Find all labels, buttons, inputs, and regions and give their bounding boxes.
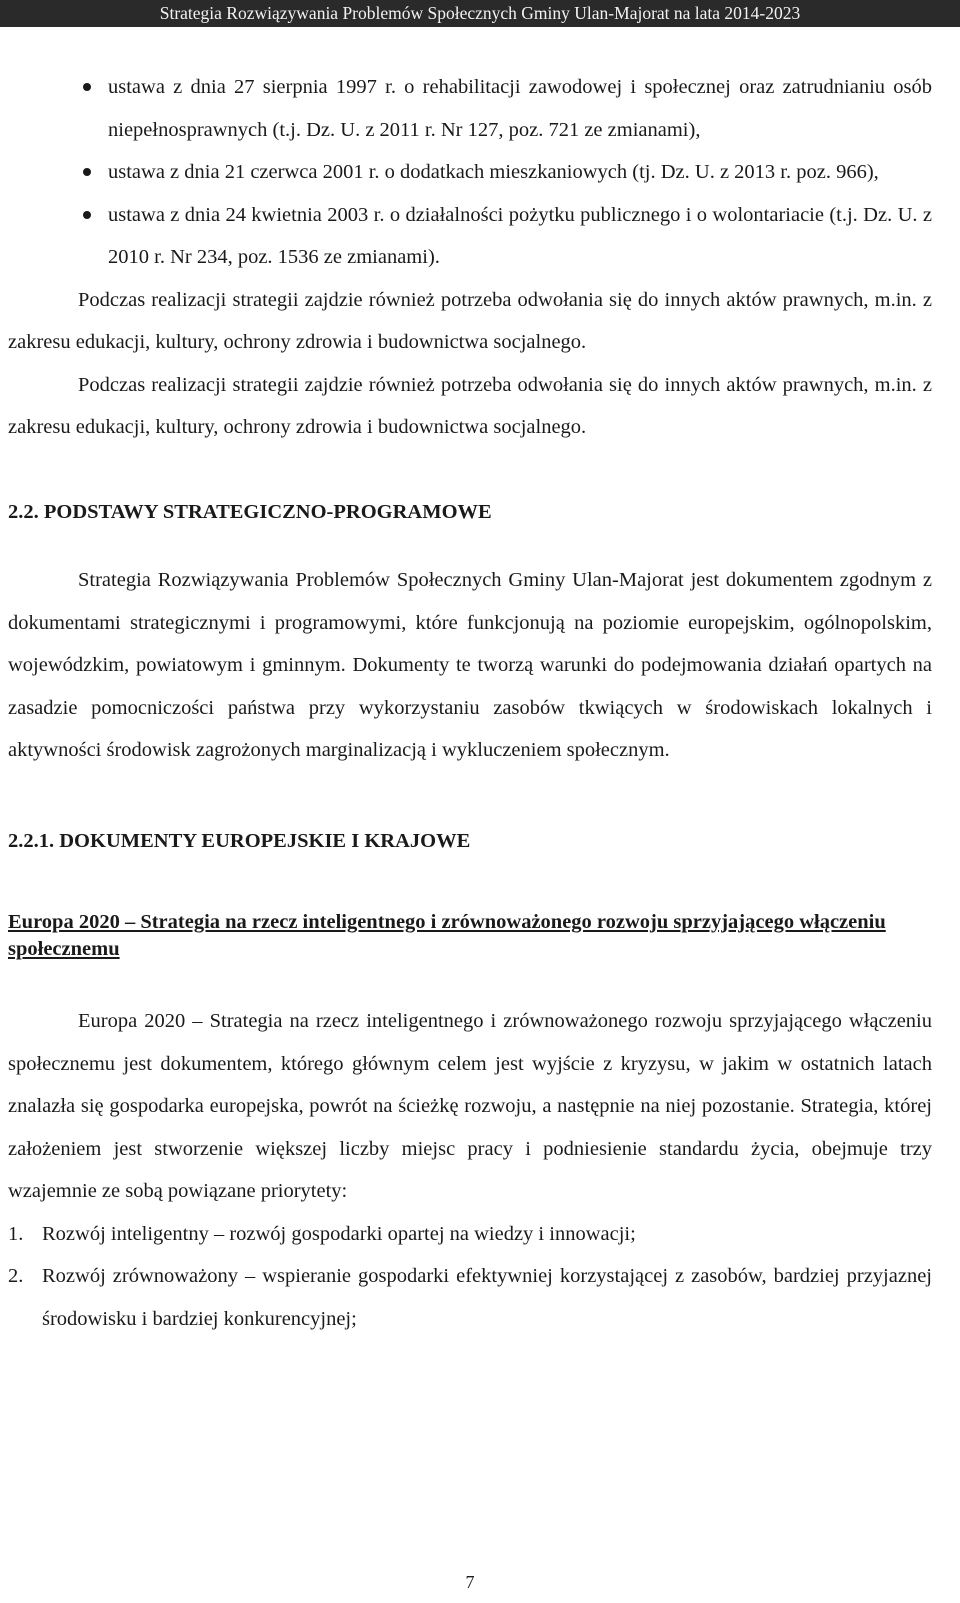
list-item [8, 66, 932, 151]
header-title: Strategia Rozwiązywania Problemów Społecznych Gminy Ulan-Majorat na lata 2014-2023 [159, 3, 801, 23]
page-header [0, 0, 960, 27]
list-item-text: ustawa z dnia 24 kwietnia 2003 r. o działalności pożytku publicznego i o wolontariacie (t.j. Dz. U. z 2010 r. Nr 234, poz. 1536 ze zmianami). [108, 203, 932, 268]
list-item [8, 1213, 932, 1256]
list-item-number: 1. [8, 1222, 24, 1245]
list-item-text: ustawa z dnia 27 sierpnia 1997 r. o rehabilitacji zawodowej i społecznej oraz zatrudnianiu osób niepełnosprawnych (t.j. Dz. U. z 2011 r. Nr 127, poz. 721 ze zmianami), [108, 76, 932, 141]
section-heading: 2.2. PODSTAWY STRATEGICZNO-PROGRAMOWE [8, 500, 492, 523]
paragraph: Podczas realizacji strategii zajdzie również potrzeba odwołania się do innych aktów prawnych, m.in. z zakresu edukacji, kultury, ochrony zdrowia i budownictwa socjalnego. [8, 373, 932, 438]
document-body [8, 66, 932, 1340]
document-title: Europa 2020 – Strategia na rzecz inteligentnego i zrównoważonego rozwoju sprzyjającego włączeniu społecznemu [8, 911, 886, 960]
list-item-text: ustawa z dnia 21 czerwca 2001 r. o dodatkach mieszkaniowych (tj. Dz. U. z 2013 r. poz. 966), [108, 161, 879, 183]
bullet-icon [83, 83, 91, 91]
legal-acts-list [8, 66, 932, 279]
bullet-icon [83, 211, 91, 219]
list-item [8, 151, 932, 194]
bullet-icon [83, 168, 91, 176]
list-item [8, 194, 932, 279]
page-number: 7 [465, 1572, 475, 1592]
paragraph: Podczas realizacji strategii zajdzie również potrzeba odwołania się do innych aktów prawnych, m.in. z zakresu edukacji, kultury, ochrony zdrowia i budownictwa socjalnego. [8, 288, 932, 353]
subsection-heading: 2.2.1. DOKUMENTY EUROPEJSKIE I KRAJOWE [8, 829, 471, 852]
list-item [8, 1255, 932, 1340]
list-item-number: 2. [8, 1265, 24, 1287]
list-item-text: Rozwój zrównoważony – wspieranie gospodarki efektywniej korzystającej z zasobów, bardziej przyjaznej środowisku i bardziej konkurencyjnej; [42, 1265, 932, 1330]
priorities-list [8, 1213, 932, 1341]
list-item-text: Rozwój inteligentny – rozwój gospodarki opartej na wiedzy i innowacji; [42, 1222, 636, 1245]
paragraph: Strategia Rozwiązywania Problemów Społecznych Gminy Ulan-Majorat jest dokumentem zgodnym z dokumentami strategicznymi i programowymi, które funkcjonują na poziomie europejskim, ogólnopolskim, wojewódzkim, powiatowym i gminnym. Dokumenty te tworzą warunki do podejmowania działań opartych na zasadzie pomocniczości państwa przy wykorzystaniu zasobów tkwiących w środowiskach lokalnych i aktywności środowisk zagrożonych marginalizacją i wykluczeniem społecznym. [8, 569, 932, 761]
paragraph: Europa 2020 – Strategia na rzecz inteligentnego i zrównoważonego rozwoju sprzyjającego włączeniu społecznemu jest dokumentem, którego głównym celem jest wyjście z kryzysu, w jakim w ostatnich latach znalazła się gospodarka europejska, powrót na ścieżkę rozwoju, a następnie na niej pozostanie. Strategia, której założeniem jest stworzenie większej liczby miejsc pracy i podniesienie standardu życia, obejmuje trzy wzajemnie ze sobą powiązane priorytety: [8, 1010, 932, 1202]
